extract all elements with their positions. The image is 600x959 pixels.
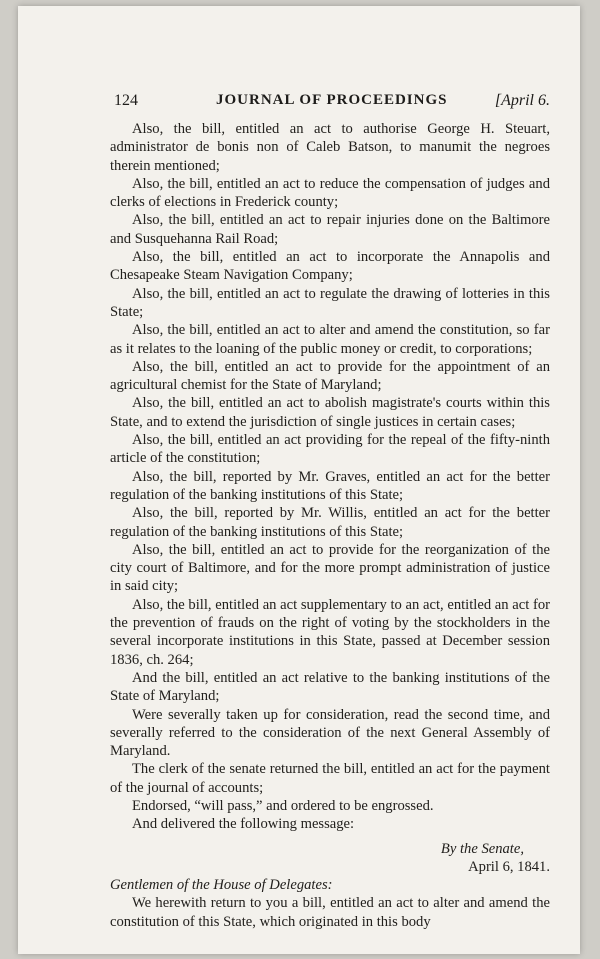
paragraph: Also, the bill, entitled an act to abolish magistrate's courts within this State, and to extend the jurisdiction of single justices in certain cases; (110, 395, 550, 430)
closing-paragraph: We herewith return to you a bill, entitled an act to alter and amend the constitution of this State, which originated in this body (110, 895, 550, 930)
paragraph: The clerk of the senate returned the bill, entitled an act for the payment of the journal of accounts; (110, 761, 550, 796)
paragraph: Also, the bill, entitled an act to regulate the drawing of lotteries in this State; (110, 285, 550, 320)
signature-block (110, 840, 550, 877)
paragraph: Also, the bill, entitled an act supplementary to an act, entitled an act for the prevention of frauds on the right of voting by the stockholders in the several incorporate institutions in this State, passed at December session 1836, ch. 264; (110, 596, 550, 668)
signature-by: By the Senate, (440, 840, 524, 857)
paragraph: Also, the bill, entitled an act to alter and amend the constitution, so far as it relates to the loaning of the public money or credit, to corporations; (110, 322, 550, 357)
paragraph: Also, the bill, entitled an act to provide for the appointment of an agricultural chemist for the State of Maryland; (110, 358, 550, 394)
paragraph: Also, the bill, reported by Mr. Willis, entitled an act for the better regulation of the banking institutions of this State; (110, 505, 550, 540)
page-body (110, 120, 550, 931)
paragraph: Also, the bill, entitled an act to provide for the reorganization of the city court of Baltimore, and for the more prompt administration of justice in said city; (110, 541, 550, 595)
paragraph: Also, the bill, entitled an act to reduce the compensation of judges and clerks of elections in Frederick county; (110, 175, 550, 211)
paragraph: Also, the bill, entitled an act to authorise George H. Steuart, administrator de bonis non of Caleb Batson, to manumit the negroes therein mentioned; (110, 121, 550, 174)
salutation: Gentlemen of the House of Delegates: (110, 877, 333, 894)
paragraph: Were severally taken up for consideration, read the second time, and severally referred to the consideration of the next General Assembly of Maryland. (110, 706, 550, 760)
paragraph: Also, the bill, reported by Mr. Graves, entitled an act for the better regulation of the banking institutions of this State; (110, 468, 550, 503)
paragraph: Endorsed, “will pass,” and ordered to be engrossed. (132, 797, 434, 814)
paragraph: Also, the bill, entitled an act to repair injuries done on the Baltimore and Susquehanna Rail Road; (110, 212, 550, 247)
signature-date: April 6, 1841. (468, 858, 550, 875)
page-title: JOURNAL OF PROCEEDINGS (216, 92, 448, 108)
page-number: 124 (114, 92, 138, 109)
paragraph: Also, the bill, entitled an act providing for the repeal of the fifty-ninth article of the constitution; (110, 432, 550, 467)
header-date: [April 6. (494, 92, 550, 109)
page-header (114, 92, 550, 112)
paragraph: Also, the bill, entitled an act to incorporate the Annapolis and Chesapeake Steam Navigation Company; (110, 249, 550, 284)
paragraph: And delivered the following message: (132, 816, 355, 833)
paragraph: And the bill, entitled an act relative to the banking institutions of the State of Maryland; (110, 669, 550, 705)
journal-page (18, 6, 580, 954)
